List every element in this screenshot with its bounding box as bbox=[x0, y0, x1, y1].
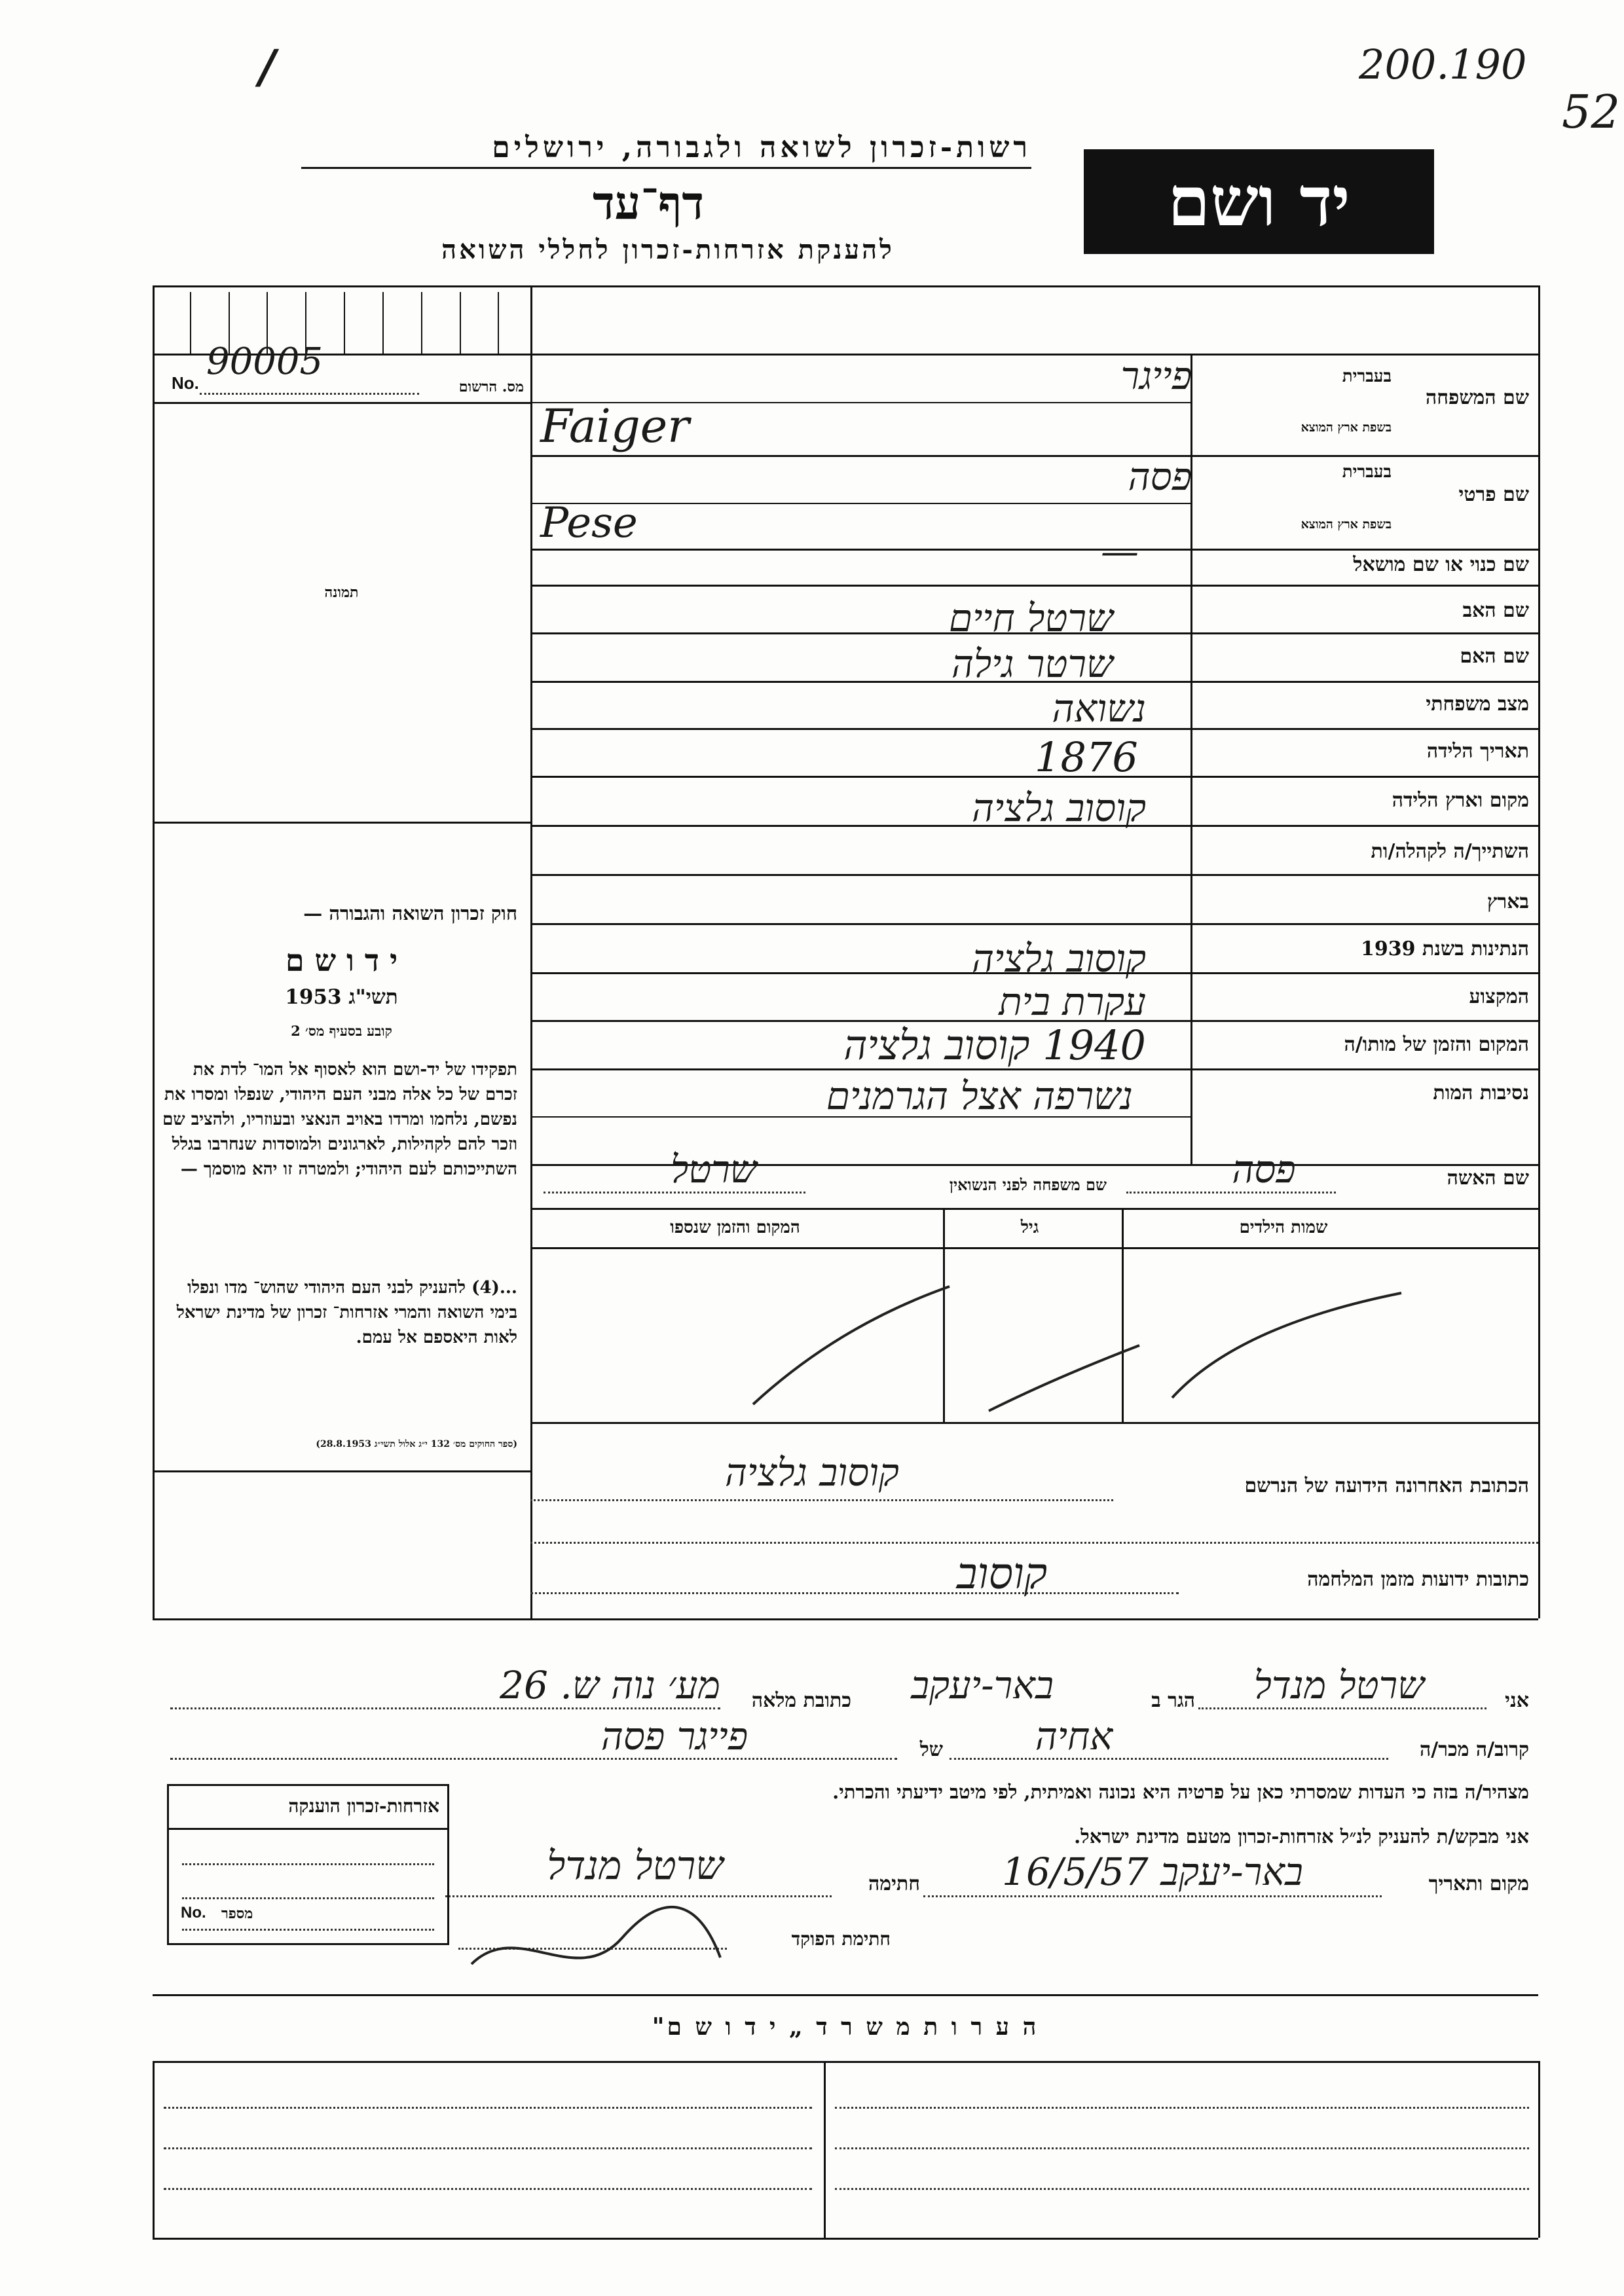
nickname-value: — bbox=[1101, 529, 1139, 574]
death-place-label: המקום והזמן של מותו/ה bbox=[1344, 1033, 1529, 1056]
war-address-label: כתובות ידועות מזמן המלחמה bbox=[1307, 1568, 1529, 1591]
award-number-label: מספר bbox=[221, 1905, 253, 1922]
photo-area-label: תמונה bbox=[324, 584, 359, 601]
father-value: שרטל חיים bbox=[948, 596, 1113, 640]
no-label: No. bbox=[172, 373, 199, 393]
law-text-1: תפקידו של יד-ושם הוא לאסוף אל המו־ לדת את זכרם של כל אלה מבני העם היהודי, שנפלו ומסרו את נפשם, נלחמו ומרדו באויב הנאצי ובעוזריו, ולהציב שם וזכר להם לקהילות, לארגונים ולמוסדות שנחרבו בגלל השתייכותם לעם היהודי; ולמטרה זו יהא מוסמך — bbox=[162, 1060, 517, 1179]
corner-tick: / bbox=[259, 39, 276, 94]
place-date-label: מקום ותאריך bbox=[1428, 1872, 1529, 1895]
death-place-value: 1940 קוסוב גלציה bbox=[843, 1021, 1146, 1069]
reg-number-handwritten: 200.190 bbox=[1359, 41, 1527, 88]
law-year: תשי"ג 1953 bbox=[285, 985, 398, 1009]
wife-value: פסה bbox=[1232, 1147, 1296, 1192]
last-address-value: קוסוב גלציה bbox=[725, 1450, 899, 1495]
marital-status-label: מצב משפחתי bbox=[1426, 693, 1529, 716]
nickname-label: שם כנוי או שם מושאל bbox=[1353, 553, 1529, 576]
law-clause: קובע בסעיף מס׳ 2 bbox=[291, 1023, 392, 1039]
surname-hebrew-sub: בעברית bbox=[1342, 367, 1392, 386]
award-no-label: No. bbox=[181, 1904, 206, 1922]
officer-signature-stroke bbox=[471, 1907, 720, 1964]
citizenship-value: קוסוב גלציה bbox=[972, 936, 1146, 981]
maiden-name-value: שרטל bbox=[671, 1147, 757, 1192]
statement-line-1: מצהיר/ה בזה כי העדות שמסרתי כאן על פרטיה היא נכונה ואמיתית, לפי מיטב ידיעתי והכרתי. bbox=[832, 1781, 1529, 1803]
side-mark: 52 bbox=[1562, 85, 1621, 139]
marital-status-value: נשואה bbox=[1052, 686, 1146, 731]
war-address-value: קוסוב bbox=[956, 1548, 1048, 1599]
declarant-value: שרטל מנדל bbox=[1253, 1663, 1425, 1707]
statement-line-2: אני מבקש/ת להעניק לנ״ל אזרחות-זכרון מטעם מדינת ישראל. bbox=[1074, 1825, 1529, 1848]
relative-label: קרוב/ה מכר/ה bbox=[1420, 1738, 1529, 1761]
full-address-value: מע׳ נוה ש. 26 bbox=[500, 1663, 720, 1707]
firstname-origin-value: Pese bbox=[540, 499, 638, 547]
yad-vashem-logo bbox=[1084, 149, 1434, 254]
authority-line: רשות-זכרון לשואה ולגבורה, ירושלים bbox=[492, 131, 1031, 164]
children-strike-age bbox=[989, 1345, 1139, 1411]
notes-title: ה ע ר ו ת מ ש ר ד „ י ד ו ש ם" bbox=[652, 2013, 1039, 2041]
surname-origin-sub: בשפת ארץ המוצא bbox=[1301, 420, 1392, 435]
birthdate-value: 1876 bbox=[1035, 733, 1138, 781]
surname-label: שם המשפחה bbox=[1425, 386, 1529, 409]
firstname-hebrew-value: פסה bbox=[1128, 454, 1192, 499]
signature-label: חתימה bbox=[868, 1872, 920, 1895]
children-strike-place bbox=[753, 1286, 950, 1404]
firstname-hebrew-sub: בעברית bbox=[1342, 462, 1392, 482]
circumstances-label: נסיבות המות bbox=[1433, 1082, 1529, 1104]
mother-value: שרטר גילה bbox=[951, 642, 1113, 686]
birthplace-value: קוסוב גלציה bbox=[972, 786, 1146, 830]
surname-origin-value: Faiger bbox=[540, 399, 690, 453]
registration-label: מס. הרשום bbox=[458, 378, 524, 395]
birthdate-label: תאריך הלידה bbox=[1426, 740, 1529, 763]
last-address-label: הכתובת האחרונה הידועה של הנרשם bbox=[1244, 1474, 1529, 1497]
place-date-value: באר-יעקב 16/5/57 bbox=[1002, 1850, 1303, 1894]
form-subtitle: להענקת אזרחות-זכרון לחללי השואה bbox=[441, 234, 895, 265]
law-text-2: ...(4) להעניק לבני העם היהודי שהוש־ מדו ונפלו בימי השואה והמרי אזרחות־ זכרון של מדינת ישראל לאות היאספם אל עמם. bbox=[176, 1278, 517, 1347]
law-title: חוק זכרון השואה והגבורה — bbox=[303, 902, 517, 924]
award-box bbox=[167, 1784, 449, 1945]
profession-value: עקרת בית bbox=[999, 979, 1146, 1024]
children-strike-names bbox=[1172, 1293, 1401, 1398]
resident-label: הגר ב bbox=[1151, 1689, 1195, 1712]
award-box-title: אזרחות-זכרון הוענקה bbox=[288, 1795, 439, 1817]
country-label: בארץ bbox=[1486, 890, 1529, 913]
form-title: דף־עד bbox=[592, 175, 704, 230]
law-name: י ד ו ש ם bbox=[285, 943, 398, 978]
law-reference: (ספר החוקים מס׳ 132 י״ג אלול תשי״ג 28.8.1953) bbox=[316, 1439, 517, 1449]
children-age-header: גיל bbox=[1020, 1218, 1039, 1237]
declarant-label: אני bbox=[1505, 1689, 1529, 1712]
full-address-label: כתובת מלאה bbox=[751, 1689, 851, 1712]
maiden-name-label: שם משפחה לפני הנשואין bbox=[949, 1175, 1107, 1194]
citizenship-label: הנתינות בשנת 1939 bbox=[1360, 938, 1529, 960]
wife-label: שם האשה bbox=[1447, 1167, 1529, 1190]
firstname-label: שם פרטי bbox=[1458, 483, 1529, 506]
resident-value: באר-יעקב bbox=[911, 1663, 1054, 1707]
profession-label: המקצוע bbox=[1469, 985, 1529, 1008]
logo-text: יד ושם bbox=[1168, 161, 1350, 242]
community-label: השתייך/ה לקהלה/ות bbox=[1371, 840, 1529, 863]
of-value: פייגר פסה bbox=[600, 1714, 748, 1758]
children-crossed-out bbox=[530, 1247, 1538, 1422]
children-names-header: שמות הילדים bbox=[1239, 1218, 1328, 1237]
children-place-header: המקום והזמן שנספו bbox=[670, 1218, 800, 1237]
firstname-origin-sub: בשפת ארץ המוצא bbox=[1301, 517, 1392, 532]
surname-hebrew-value: פייגר bbox=[1120, 354, 1192, 398]
of-label: של bbox=[919, 1738, 943, 1761]
father-label: שם האב bbox=[1462, 599, 1529, 622]
signature-value: שרטל מנדל bbox=[547, 1843, 724, 1889]
officer-signature-label: חתימת הפוקד bbox=[791, 1928, 891, 1950]
circumstances-value: נשרפה אצל הגרמנים bbox=[826, 1074, 1133, 1118]
mother-label: שם האם bbox=[1460, 645, 1529, 668]
birthplace-label: מקום וארץ הלידה bbox=[1392, 789, 1529, 812]
officer-signature-scribble bbox=[458, 1892, 733, 1997]
relative-value: אחיה bbox=[1035, 1714, 1113, 1758]
registration-number: 90005 bbox=[206, 340, 323, 383]
